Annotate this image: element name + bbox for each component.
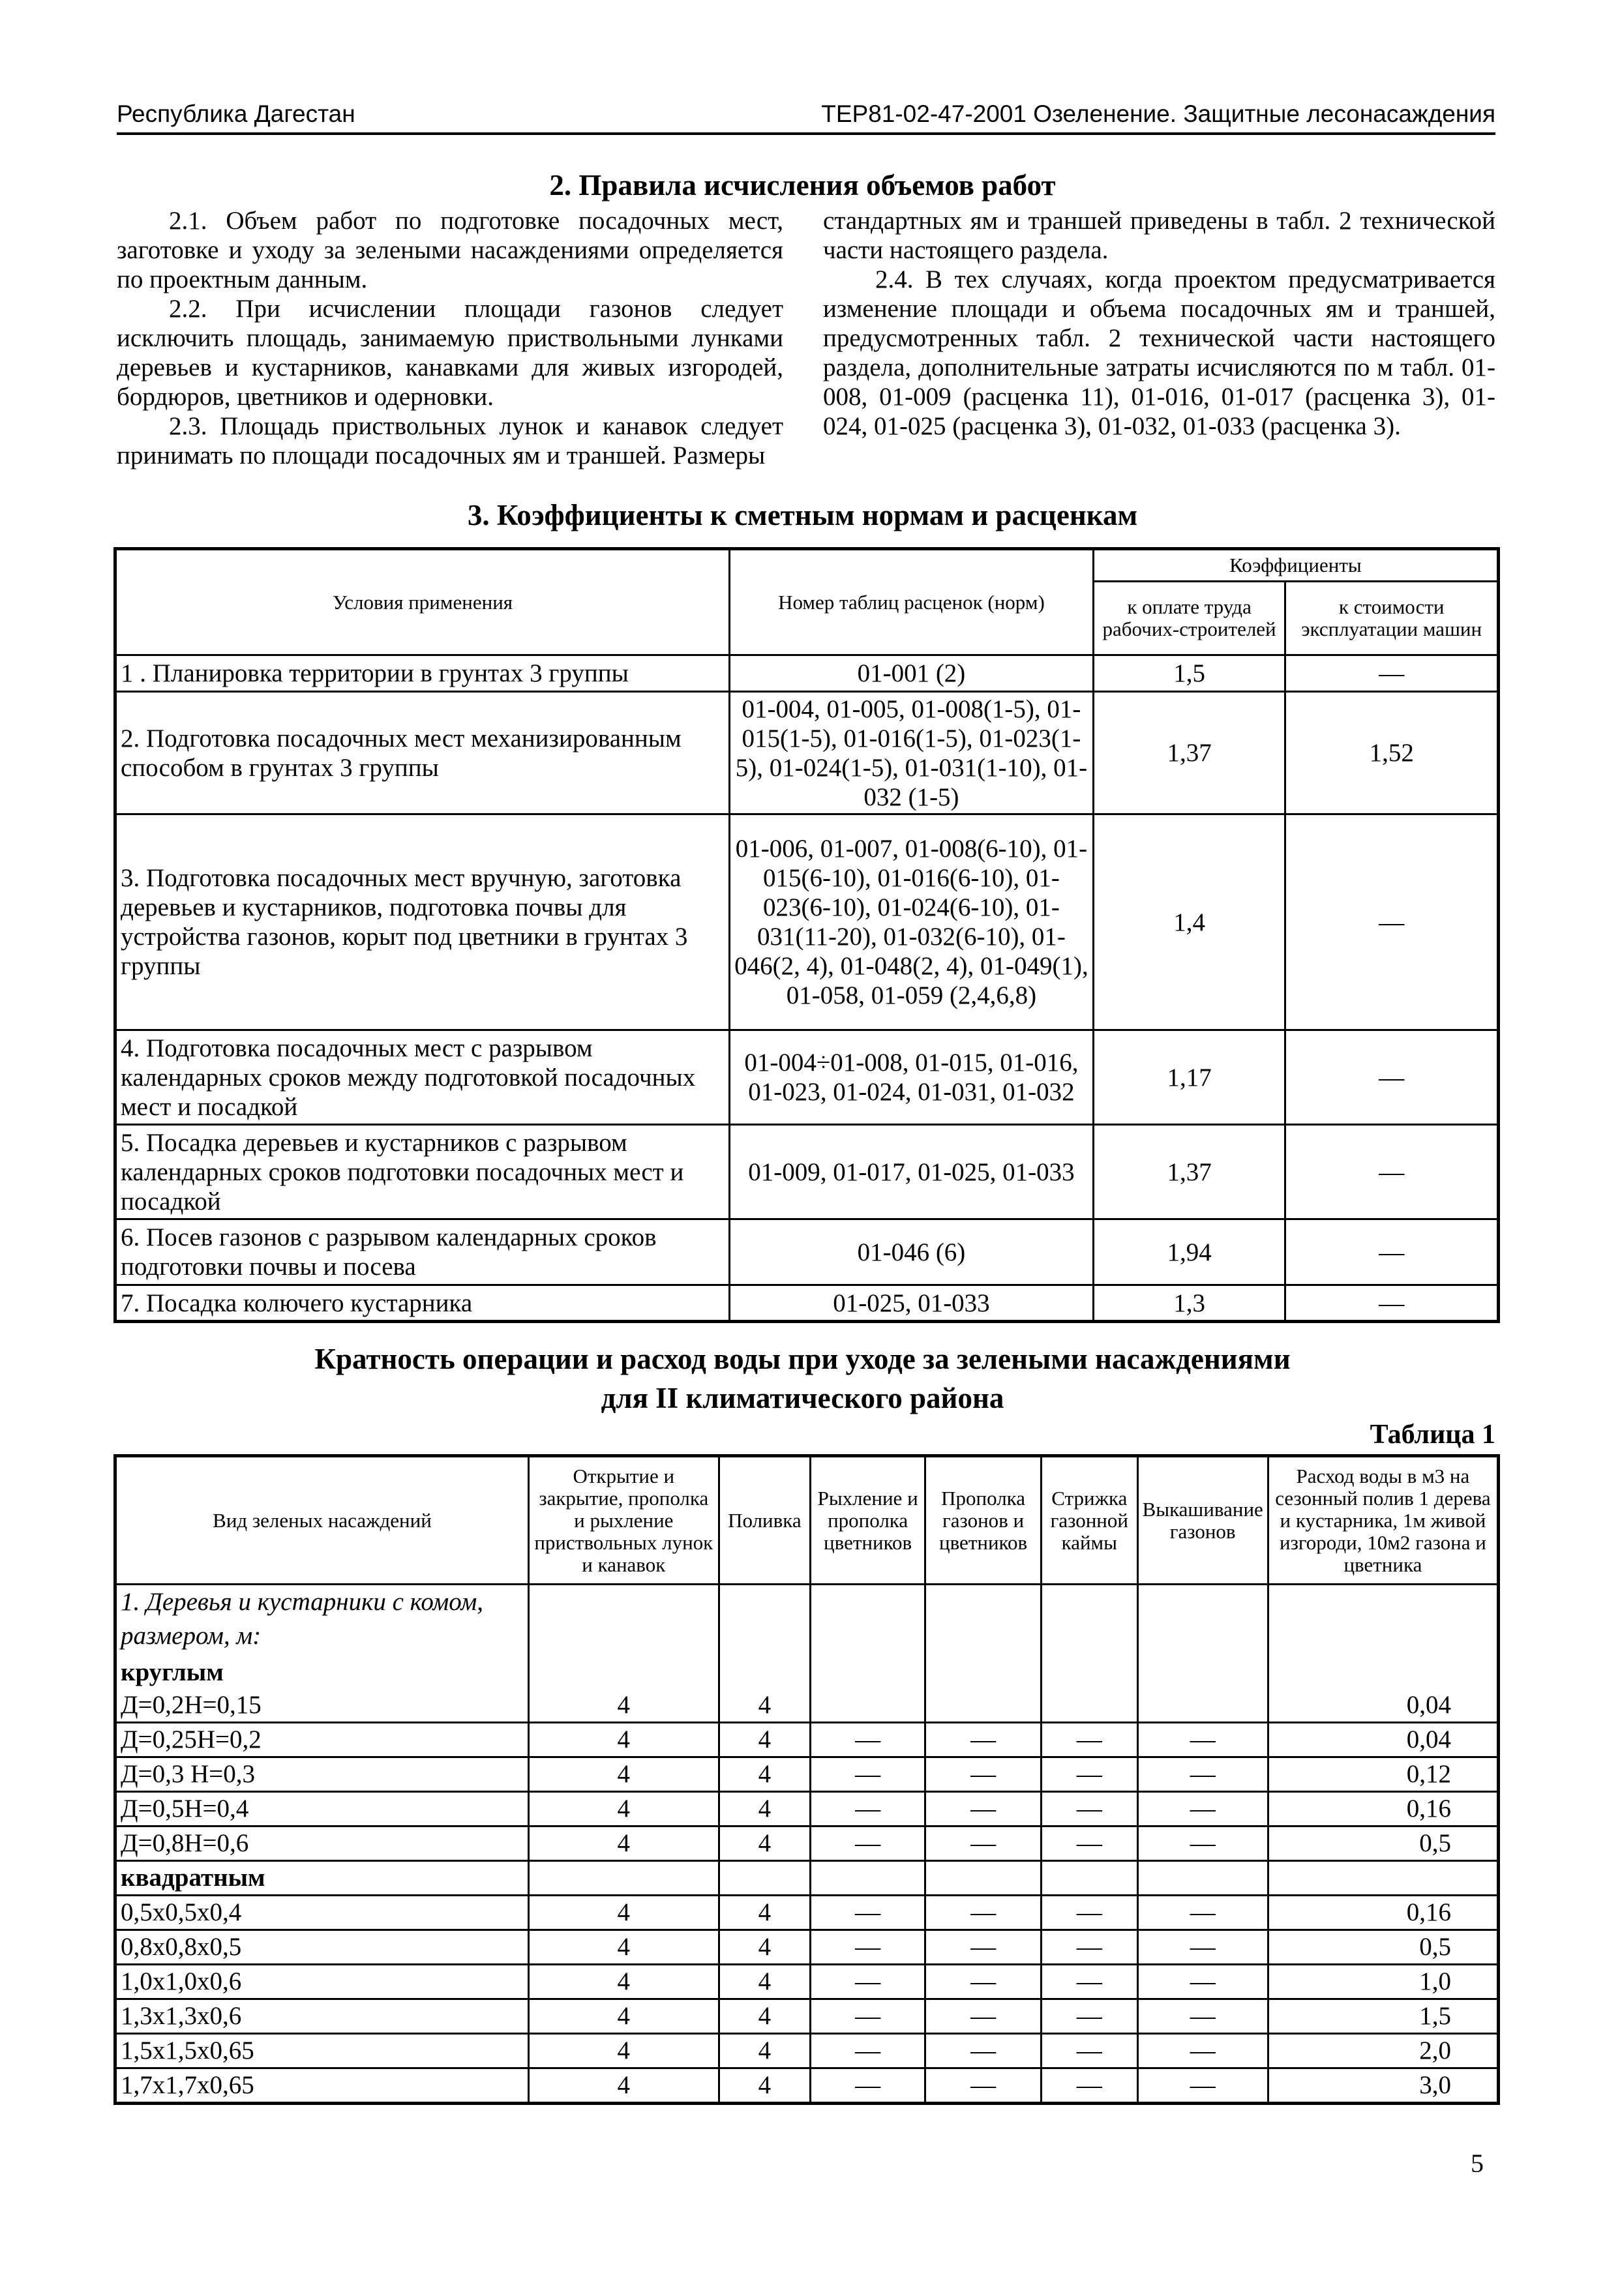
value-cell: 4 (528, 1826, 719, 1860)
value-cell: — (1042, 1930, 1138, 1964)
machines-coefficient-cell: — (1285, 1125, 1499, 1219)
condition-cell: 3. Подготовка посадочных мест вручную, заготовка деревьев и кустарников, подготовка почвы для устройства газонов, корыт под цветники в грунтах 3 группы (115, 814, 730, 1030)
value-cell: 4 (719, 1791, 811, 1826)
machines-coefficient-cell: — (1285, 814, 1499, 1030)
table-numbers-cell: 01-046 (6) (730, 1219, 1094, 1285)
value-cell: — (1137, 1826, 1268, 1860)
condition-cell: 5. Посадка деревьев и кустарников с разрывом календарных сроков подготовки посадочных мест и посадкой (115, 1125, 730, 1219)
value-cell: — (811, 1722, 925, 1757)
section-2-title: 2. Правила исчисления объемов работ (549, 169, 1056, 201)
subgroup-label: квадратным (115, 1860, 529, 1895)
value-cell: — (925, 2068, 1042, 2103)
subgroup-row (115, 1656, 1499, 1689)
value-cell: — (1137, 1757, 1268, 1791)
empty-cell (528, 1585, 719, 1656)
table-row (115, 2033, 1499, 2068)
value-cell: — (1042, 1999, 1138, 2033)
plant-size-cell: 0,5x0,5x0,4 (115, 1895, 529, 1930)
paragraph: 2.2. При исчислении площади газонов следует исключить площадь, занимаемую приствольными лунками деревьев и кустарников, канавками для живых изгородей, бордюров, цветников и одерновки. (117, 295, 783, 411)
value-cell: 4 (719, 2068, 811, 2103)
value-cell: — (1137, 1791, 1268, 1826)
empty-cell (811, 1860, 925, 1895)
value-cell: — (1137, 2068, 1268, 2103)
value-cell (925, 1689, 1042, 1723)
subgroup-row (115, 1860, 1499, 1895)
empty-cell (925, 1656, 1042, 1689)
plant-size-cell: 1,7x1,7x0,65 (115, 2068, 529, 2103)
table-row (115, 655, 1499, 692)
plant-size-cell: 1,3x1,3x0,6 (115, 1999, 529, 2033)
plant-size-cell: 1,5x1,5x0,65 (115, 2033, 529, 2068)
value-cell: — (1137, 1930, 1268, 1964)
condition-cell: 6. Посев газонов с разрывом календарных сроков подготовки почвы и посева (115, 1219, 730, 1285)
condition-cell: 2. Подготовка посадочных мест механизированным способом в грунтах 3 группы (115, 692, 730, 814)
table-row (115, 1285, 1499, 1322)
labor-coefficient-cell: 1,94 (1093, 1219, 1285, 1285)
empty-cell (811, 1656, 925, 1689)
plant-size-cell: Д=0,3 Н=0,3 (115, 1757, 529, 1791)
column-header: Выкашивание газонов (1137, 1456, 1268, 1585)
value-cell: — (1042, 1757, 1138, 1791)
value-cell: 4 (528, 1999, 719, 2033)
value-cell: 0,16 (1268, 1791, 1498, 1826)
value-cell (1042, 1689, 1138, 1723)
machines-coefficient-cell: 1,52 (1285, 692, 1499, 814)
value-cell: 0,5 (1268, 1826, 1498, 1860)
table-row (115, 1722, 1499, 1757)
plant-size-cell: Д=0,5Н=0,4 (115, 1791, 529, 1826)
value-cell (811, 1689, 925, 1723)
page-number: 5 (1471, 2149, 1484, 2178)
column-header: Поливка (719, 1456, 811, 1585)
table-numbers-cell: 01-001 (2) (730, 655, 1094, 692)
value-cell: — (811, 1999, 925, 2033)
section-2-right-column (823, 206, 1495, 441)
value-cell: — (925, 1930, 1042, 1964)
value-cell: 0,04 (1268, 1722, 1498, 1757)
header-machines: к стоимости эксплуатации машин (1285, 582, 1499, 655)
header-region: Республика Дагестан (117, 100, 355, 127)
paragraph: 2.1. Объем работ по подготовке посадочных мест, заготовке и уходу за зелеными насаждениями определяется по проектным данным. (117, 207, 783, 293)
value-cell: 4 (528, 1722, 719, 1757)
plant-size-cell: Д=0,25Н=0,2 (115, 1722, 529, 1757)
value-cell: — (925, 1722, 1042, 1757)
value-cell: — (811, 1826, 925, 1860)
value-cell: 4 (719, 2033, 811, 2068)
column-header: Рыхление и прополка цветников (811, 1456, 925, 1585)
value-cell: — (1137, 1895, 1268, 1930)
header-divider (117, 132, 1495, 135)
empty-cell (719, 1585, 811, 1656)
value-cell: 4 (528, 2033, 719, 2068)
value-cell: — (811, 1964, 925, 1999)
table-row (115, 1219, 1499, 1285)
empty-cell (1268, 1585, 1498, 1656)
value-cell: — (1042, 2033, 1138, 2068)
value-cell: — (811, 1895, 925, 1930)
empty-cell (1268, 1656, 1498, 1689)
value-cell: 3,0 (1268, 2068, 1498, 2103)
value-cell: 4 (528, 1964, 719, 1999)
table-numbers-cell: 01-006, 01-007, 01-008(6-10), 01-015(6-10), 01-016(6-10), 01-023(6-10), 01-024(6-10), 01-031(11-20), 01-032(6-10), 01-046(2, 4), 01-048(2, 4), 01-049(1), 01-058, 01-059 (2,4,6,8) (730, 814, 1094, 1030)
column-header: Открытие и закрытие, прополка и рыхление приствольных лунок и канавок (528, 1456, 719, 1585)
value-cell: 1,5 (1268, 1999, 1498, 2033)
value-cell: 4 (719, 1757, 811, 1791)
header-document-title: ТЕР81-02-47-2001 Озеленение. Защитные лесонасаждения (821, 100, 1495, 127)
value-cell: 4 (528, 1757, 719, 1791)
empty-cell (1137, 1656, 1268, 1689)
table-row (115, 814, 1499, 1030)
labor-coefficient-cell: 1,4 (1093, 814, 1285, 1030)
labor-coefficient-cell: 1,37 (1093, 692, 1285, 814)
value-cell: — (1042, 2068, 1138, 2103)
group-title-cell: 1. Деревья и кустарники с комом, размером, м: (115, 1585, 529, 1656)
table-numbers-cell: 01-009, 01-017, 01-025, 01-033 (730, 1125, 1094, 1219)
care-operations-table (113, 1454, 1500, 2105)
table-row (115, 1930, 1499, 1964)
table-row (115, 1791, 1499, 1826)
plant-size-cell: Д=0,8Н=0,6 (115, 1826, 529, 1860)
value-cell: 0,04 (1268, 1689, 1498, 1723)
header-conditions: Условия применения (115, 549, 730, 655)
section-2-left-column (117, 206, 783, 470)
table-numbers-cell: 01-004÷01-008, 01-015, 01-016, 01-023, 01-024, 01-031, 01-032 (730, 1030, 1094, 1125)
value-cell: — (1042, 1722, 1138, 1757)
paragraph: стандартных ям и траншей приведены в табл. 2 технической части настоящего раздела. (823, 207, 1495, 264)
value-cell: — (811, 2033, 925, 2068)
value-cell: 4 (719, 1999, 811, 2033)
empty-cell (925, 1860, 1042, 1895)
value-cell: — (1042, 1826, 1138, 1860)
empty-cell (1042, 1585, 1138, 1656)
empty-cell (528, 1860, 719, 1895)
value-cell: 4 (719, 1689, 811, 1723)
value-cell: 0,16 (1268, 1895, 1498, 1930)
labor-coefficient-cell: 1,5 (1093, 655, 1285, 692)
table-row (115, 1030, 1499, 1125)
value-cell: 4 (528, 1791, 719, 1826)
value-cell: — (1137, 1999, 1268, 2033)
value-cell: 0,5 (1268, 1930, 1498, 1964)
empty-cell (719, 1860, 811, 1895)
value-cell: — (1137, 1722, 1268, 1757)
value-cell: — (811, 2068, 925, 2103)
value-cell: 1,0 (1268, 1964, 1498, 1999)
machines-coefficient-cell: — (1285, 1030, 1499, 1125)
value-cell: — (1042, 1791, 1138, 1826)
value-cell: 4 (719, 1964, 811, 1999)
value-cell: 4 (528, 1689, 719, 1723)
value-cell: 4 (719, 1895, 811, 1930)
value-cell: 4 (719, 1722, 811, 1757)
empty-cell (1042, 1860, 1138, 1895)
table-row (115, 692, 1499, 814)
value-cell: 4 (528, 1895, 719, 1930)
empty-cell (1042, 1656, 1138, 1689)
coefficients-table (113, 547, 1500, 1323)
labor-coefficient-cell: 1,3 (1093, 1285, 1285, 1322)
machines-coefficient-cell: — (1285, 1285, 1499, 1322)
machines-coefficient-cell: — (1285, 655, 1499, 692)
table-1-title-line-1: Кратность операции и расход воды при уходе за зелеными насаждениями (314, 1343, 1291, 1375)
empty-cell (925, 1585, 1042, 1656)
value-cell: 4 (719, 1930, 811, 1964)
value-cell: — (811, 1930, 925, 1964)
section-3-title: 3. Коэффициенты к сметным нормам и расценкам (467, 499, 1138, 531)
value-cell: 4 (719, 1826, 811, 1860)
column-header: Расход воды в м3 на сезонный полив 1 дерева и кустарника, 1м живой изгороди, 10м2 газона и цветника (1268, 1456, 1498, 1585)
value-cell: — (925, 1791, 1042, 1826)
table-1-title-line-2: для II климатического района (601, 1382, 1004, 1414)
plant-size-cell: 1,0x1,0x0,6 (115, 1964, 529, 1999)
value-cell (1137, 1689, 1268, 1723)
paragraph: 2.4. В тех случаях, когда проектом предусматривается изменение площади и объема посадочных ям и траншей, предусмотренных табл. 2 технической части настоящего раздела, дополнительные затраты исчисляются по м табл. 01-008, 01-009 (расценка 11), 01-016, 01-017 (расценка 3), 01-024, 01-025 (расценка 3), 01-032, 01-033 (расценка 3). (823, 265, 1495, 440)
value-cell: 4 (528, 1930, 719, 1964)
machines-coefficient-cell: — (1285, 1219, 1499, 1285)
value-cell: 2,0 (1268, 2033, 1498, 2068)
value-cell: — (1042, 1895, 1138, 1930)
condition-cell: 1 . Планировка территории в грунтах 3 группы (115, 655, 730, 692)
header-coefficients: Коэффициенты (1093, 549, 1498, 582)
value-cell: — (925, 1964, 1042, 1999)
empty-cell (1268, 1860, 1498, 1895)
value-cell: — (811, 1757, 925, 1791)
plant-size-cell: 0,8x0,8x0,5 (115, 1930, 529, 1964)
value-cell: — (925, 1757, 1042, 1791)
empty-cell (528, 1656, 719, 1689)
value-cell: — (925, 1826, 1042, 1860)
labor-coefficient-cell: 1,37 (1093, 1125, 1285, 1219)
empty-cell (719, 1656, 811, 1689)
empty-cell (1137, 1585, 1268, 1656)
plant-size-cell: Д=0,2Н=0,15 (115, 1689, 529, 1723)
column-header: Прополка газонов и цветников (925, 1456, 1042, 1585)
column-header: Стрижка газонной каймы (1042, 1456, 1138, 1585)
column-header: Вид зеленых насаждений (115, 1456, 529, 1585)
empty-cell (811, 1585, 925, 1656)
header-table-numbers: Номер таблиц расценок (норм) (730, 549, 1094, 655)
table-numbers-cell: 01-004, 01-005, 01-008(1-5), 01-015(1-5), 01-016(1-5), 01-023(1-5), 01-024(1-5), 01-031(1-10), 01-032 (1-5) (730, 692, 1094, 814)
condition-cell: 7. Посадка колючего кустарника (115, 1285, 730, 1322)
table-row (115, 1689, 1499, 1723)
paragraph: 2.3. Площадь приствольных лунок и канавок следует принимать по площади посадочных ям и траншей. Размеры (117, 412, 783, 470)
table-row (115, 1964, 1499, 1999)
subgroup-label: круглым (115, 1656, 529, 1689)
table-row (115, 1895, 1499, 1930)
value-cell: — (925, 1895, 1042, 1930)
condition-cell: 4. Подготовка посадочных мест с разрывом календарных сроков между подготовкой посадочных мест и посадкой (115, 1030, 730, 1125)
table-1-label: Таблица 1 (1370, 1420, 1495, 1450)
value-cell: 0,12 (1268, 1757, 1498, 1791)
table-row (115, 1999, 1499, 2033)
header-labor: к оплате труда рабочих-строителей (1093, 582, 1285, 655)
value-cell: — (1137, 1964, 1268, 1999)
labor-coefficient-cell: 1,17 (1093, 1030, 1285, 1125)
empty-cell (1137, 1860, 1268, 1895)
value-cell: — (925, 1999, 1042, 2033)
table-row (115, 2068, 1499, 2103)
value-cell: — (925, 2033, 1042, 2068)
value-cell: — (811, 1791, 925, 1826)
table-numbers-cell: 01-025, 01-033 (730, 1285, 1094, 1322)
table-row (115, 1125, 1499, 1219)
table-row (115, 1826, 1499, 1860)
value-cell: — (1042, 1964, 1138, 1999)
group-row (115, 1585, 1499, 1656)
value-cell: 4 (528, 2068, 719, 2103)
value-cell: — (1137, 2033, 1268, 2068)
table-row (115, 1757, 1499, 1791)
